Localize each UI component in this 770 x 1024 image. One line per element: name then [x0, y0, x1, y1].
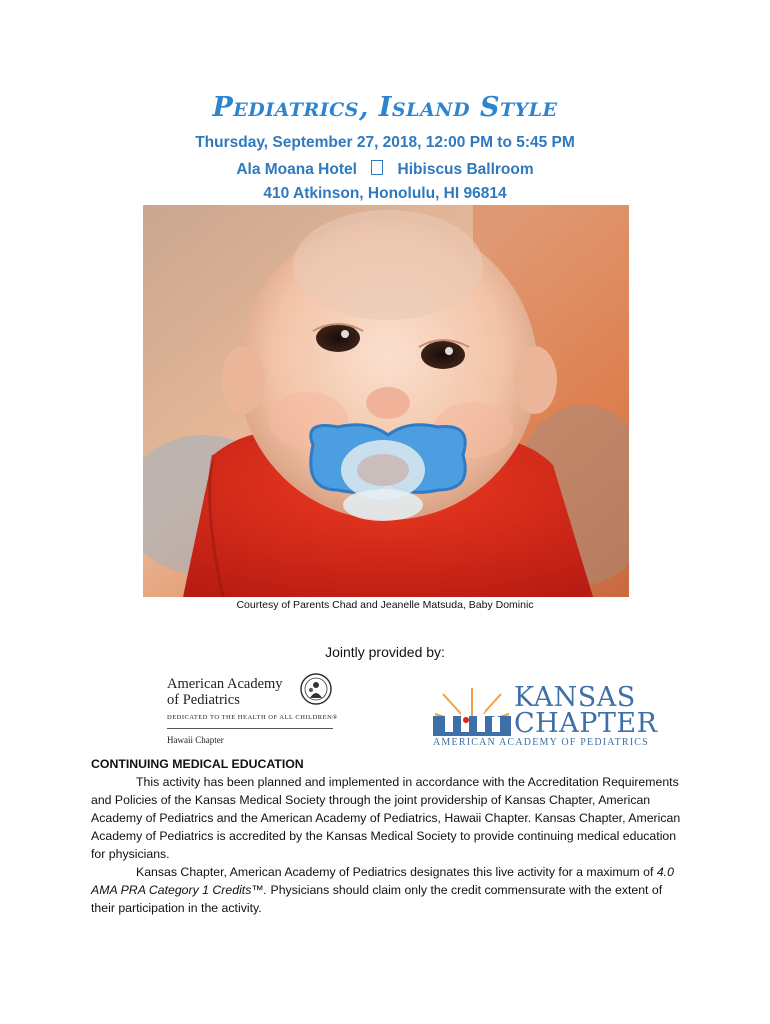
aap-divider [167, 728, 333, 729]
baby-photo [143, 205, 629, 597]
event-venue-line [0, 160, 770, 179]
kansas-chapter-logo [433, 680, 658, 752]
cme-paragraph-2 [91, 863, 681, 917]
event-date-time: Thursday, September 27, 2018, 12:00 PM to 5:45 PM [195, 134, 575, 151]
event-room: Hibiscus Ballroom [397, 161, 534, 178]
kansas-line2: CHAPTER [514, 708, 658, 739]
photo-caption: Courtesy of Parents Chad and Jeanelle Matsuda, Baby Dominic [236, 599, 534, 611]
aap-tagline: DEDICATED TO THE HEALTH OF ALL CHILDREN® [167, 714, 338, 721]
cme-paragraph-1: This activity has been planned and implemented in accordance with the Accreditation Requirements and Policies of the Kansas Medical Society through the joint providership of Kansas Chapter, American Academy of Pediatrics and the American Academy of Pediatrics, Hawaii Chapter. Kansas Chapter, American Academy of Pediatrics is accredited by the Kansas Medical Society to provide continuing medical education for physicians. [91, 775, 681, 861]
venue-separator-glyph [371, 160, 383, 175]
kansas-line1: KANSAS [514, 682, 636, 713]
cme-section [91, 755, 681, 917]
aap-name [167, 676, 283, 708]
cme-paragraph-2-start: Kansas Chapter, American Academy of Pediatrics designates this live activity for a maximum of [136, 865, 657, 879]
kansas-subline: AMERICAN ACADEMY OF PEDIATRICS [433, 737, 649, 748]
cme-credits: 4.0 AMA PRA Category 1 Credits™. [91, 865, 674, 897]
aap-name-line2: of Pediatrics [167, 692, 240, 708]
event-address: 410 Atkinson, Honolulu, HI 96814 [263, 185, 507, 202]
aap-hawaii-logo [165, 670, 340, 750]
event-title: Pediatrics, Island Style [212, 92, 558, 123]
aap-name-line1: American Academy [167, 676, 283, 692]
event-venue: Ala Moana Hotel [236, 161, 357, 178]
jointly-provided-label: Jointly provided by: [325, 644, 445, 660]
cme-heading: CONTINUING MEDICAL EDUCATION [91, 757, 304, 771]
kansas-children-icon [433, 686, 511, 736]
aap-chapter-name: Hawaii Chapter [167, 735, 224, 745]
aap-seal-icon [299, 670, 333, 708]
cme-paragraph-2-end: Physicians should claim only the credit commensurate with the extent of their participation in the activity. [91, 883, 663, 915]
